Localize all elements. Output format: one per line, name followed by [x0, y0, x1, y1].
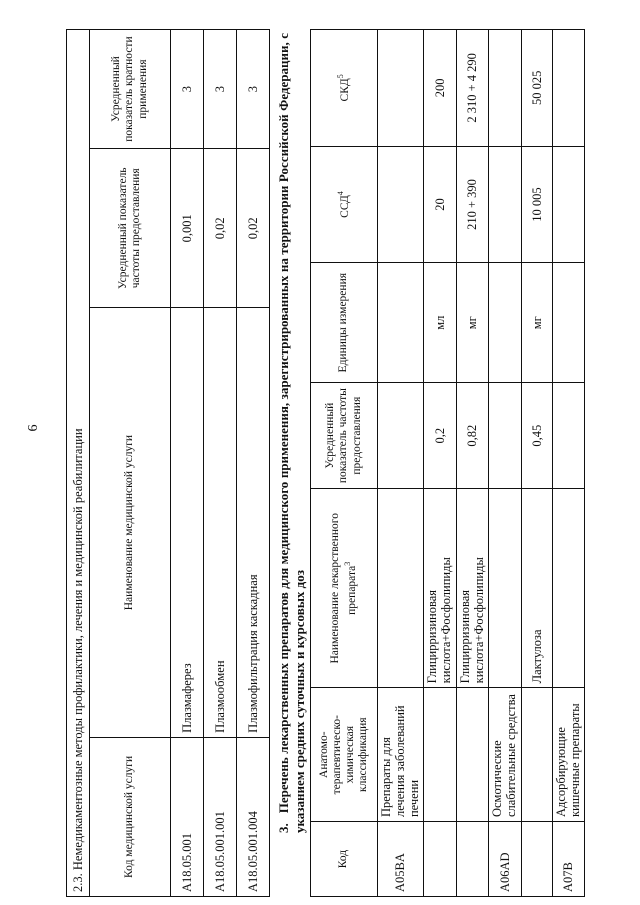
- skd-label: СКД: [338, 78, 351, 102]
- drug-name: Лактулоза: [521, 489, 552, 688]
- multiplicity-value: 3: [204, 30, 237, 149]
- atc-group: Осмотические слабительные средства: [489, 688, 522, 822]
- col-header-service-name: Наименование медицинской услуги: [90, 308, 171, 737]
- multiplicity-value: 3: [171, 30, 204, 149]
- ssd-value: 210 + 390: [456, 146, 489, 263]
- page-number: 6: [26, 424, 41, 432]
- unit-value: мл: [424, 263, 457, 383]
- atc-group: [456, 688, 489, 822]
- unit-value: [552, 263, 585, 383]
- skd-value: 200: [424, 30, 457, 147]
- atc-group: [424, 688, 457, 822]
- frequency-value: 0,2: [424, 383, 457, 489]
- col-header-multiplicity: Усредненный показатель кратности применения: [90, 30, 171, 149]
- atc-code: [521, 822, 552, 897]
- skd-value: [378, 30, 424, 147]
- drug-name: [378, 489, 424, 688]
- table-row: [424, 30, 457, 897]
- footnote-mark: 4: [335, 191, 345, 196]
- unit-value: [378, 263, 424, 383]
- frequency-value: 0,82: [456, 383, 489, 489]
- service-name: Плазмофильтрация каскадная: [237, 308, 270, 737]
- footnote-mark: 3: [342, 561, 352, 566]
- col-header-ssd: [311, 146, 378, 263]
- table-row: [456, 30, 489, 897]
- atc-group: Препараты для лечения заболеваний печени: [378, 688, 424, 822]
- frequency-value: 0,02: [204, 149, 237, 308]
- drugs-table: [310, 29, 585, 897]
- table1-caption: 2.3. Немедикаментозные методы профилактики, лечения и медицинской реабилитации: [67, 30, 90, 897]
- footnote-mark: 5: [335, 74, 345, 79]
- frequency-value: [489, 383, 522, 489]
- col-header-drug-name: [311, 489, 378, 688]
- ssd-value: 10 005: [521, 146, 552, 263]
- skd-value: [489, 30, 522, 147]
- drug-name: [552, 489, 585, 688]
- ssd-value: [552, 146, 585, 263]
- col-header-unit: Единицы измерения: [311, 263, 378, 383]
- table-row: [237, 30, 270, 897]
- unit-value: мг: [456, 263, 489, 383]
- table-row: [171, 30, 204, 897]
- unit-value: [489, 263, 522, 383]
- non-drug-methods-table: [66, 29, 270, 897]
- skd-value: 50 025: [521, 30, 552, 147]
- atc-group: [521, 688, 552, 822]
- frequency-value: [378, 383, 424, 489]
- section-3-heading: [276, 33, 307, 833]
- ssd-label: ССД: [338, 195, 351, 218]
- col-header-frequency: Усредненный показатель частоты предоставления: [311, 383, 378, 489]
- drug-name: [489, 489, 522, 688]
- service-code: A18.05.001.004: [237, 737, 270, 896]
- col-header-frequency: Усредненный показатель частоты предоставления: [90, 149, 171, 308]
- table-row: [489, 30, 522, 897]
- service-code: A18.05.001.001: [204, 737, 237, 896]
- section-number: 3.: [276, 823, 291, 833]
- service-code: A18.05.001: [171, 737, 204, 896]
- col-header-skd: [311, 30, 378, 147]
- frequency-value: 0,02: [237, 149, 270, 308]
- table-row: [552, 30, 585, 897]
- atc-code: [424, 822, 457, 897]
- ssd-value: [489, 146, 522, 263]
- table-row: [378, 30, 424, 897]
- drug-name: Глицирризиновая кислота+Фосфолипиды: [456, 489, 489, 688]
- frequency-value: [552, 383, 585, 489]
- drug-name: Глицирризиновая кислота+Фосфолипиды: [424, 489, 457, 688]
- atc-code: A05BA: [378, 822, 424, 897]
- section-title: Перечень лекарственных препаратов для медицинского применения, зарегистрированных на территории Российской Федерации, с указанием средних суточных и курсовых доз: [276, 33, 307, 833]
- atc-code: [456, 822, 489, 897]
- drug-name-label: Наименование лекарственного препарата: [329, 513, 358, 664]
- service-name: Плазмообмен: [204, 308, 237, 737]
- frequency-value: 0,001: [171, 149, 204, 308]
- table-row: [204, 30, 237, 897]
- table-row: [521, 30, 552, 897]
- atc-group: Адсорбирующие кишечные препараты: [552, 688, 585, 822]
- col-header-atc: Анатомо-терапевтическо-химическая классификация: [311, 688, 378, 822]
- service-name: Плазмаферез: [171, 308, 204, 737]
- skd-value: [552, 30, 585, 147]
- ssd-value: 20: [424, 146, 457, 263]
- multiplicity-value: 3: [237, 30, 270, 149]
- frequency-value: 0,45: [521, 383, 552, 489]
- ssd-value: [378, 146, 424, 263]
- atc-code: A06AD: [489, 822, 522, 897]
- col-header-service-code: Код медицинской услуги: [90, 737, 171, 896]
- atc-code: A07B: [552, 822, 585, 897]
- skd-value: 2 310 + 4 290: [456, 30, 489, 147]
- col-header-code: Код: [311, 822, 378, 897]
- unit-value: мг: [521, 263, 552, 383]
